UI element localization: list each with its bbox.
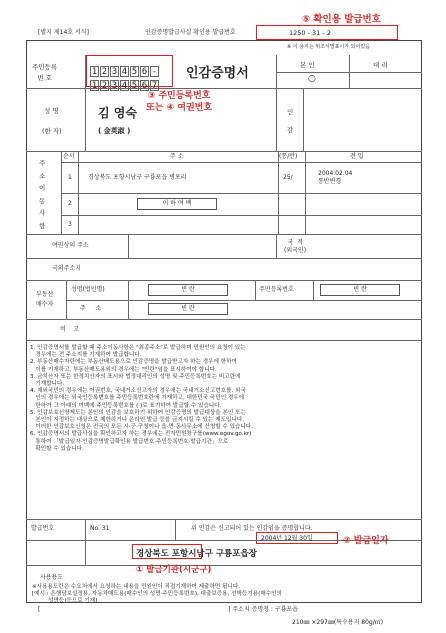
annotation-issuer: ① 발급기관(시군구) [136, 565, 212, 575]
rrn-digit: 3 [111, 67, 118, 77]
row2-seq: 2 [68, 200, 72, 207]
row1-address: 경상북도 포항시남구 구룡포읍 병포리 [88, 174, 187, 181]
col-divider [305, 151, 306, 234]
note-line: 성명등)등으로 기재] [32, 598, 98, 605]
note-line: 이러한 인감보호신청은 전국의 모든 시·군·구청이나 읍·면·동사무소에 신청할 수 있습니다. [30, 424, 253, 431]
use-label: 사용용도 [40, 574, 64, 581]
anti-forgery-notice: ※ 이 용지는 위조식별표시가 되어있음 [287, 44, 370, 50]
rrn-label: 주민등록 번 호 [32, 63, 58, 82]
col-agent: 대 리 [373, 61, 388, 69]
col-divider [128, 280, 129, 319]
row3-seq: 3 [68, 221, 72, 228]
address-cert-office: ] 주소지 증명청 : 구룡포읍 [228, 606, 298, 613]
note-line: [예시 : 은행담보설정용, 자동차매도용(매수인의 성명·주민등록번호), 대출보증용, 선박등기용(매수인의 [32, 591, 282, 598]
name-hanja-label: (한 자) [42, 127, 62, 135]
col-divider [255, 280, 256, 300]
row-divider [26, 234, 422, 235]
col-divider [278, 151, 279, 234]
seal-label: 인 감 [287, 108, 294, 134]
annotation-rrn: ③ 주민등록번호 또는 ④ 여권번호 [146, 91, 213, 113]
real-estate-buyer-label: 부동산 매수자 [36, 291, 54, 308]
row1-tong-ban: 25/ [283, 174, 293, 181]
rrn-digit: 4 [121, 67, 128, 77]
note-line: 한하여 그 아래의 여백에 주민등록번호를 ( )로 표기하여 발급할 수 있습니다. [30, 402, 222, 409]
foreign-address-label: 국외주소지 [52, 265, 81, 272]
note-line: ※사용용도란은 수요처에서 요청하는 내용을 민원인이 직접기재하여 제출하면 됩니다. [32, 584, 241, 590]
issuing-authority: 경상북도 포항시남구 구룡포읍장 [136, 549, 257, 559]
col-divider [128, 234, 129, 258]
row-divider [26, 340, 422, 341]
header-address: 주 소 [170, 153, 184, 160]
row2-address: 이 하 여 백 [137, 198, 217, 210]
remarks-label: 비 고 [60, 326, 80, 333]
note-line: 3. 금치산자 또는 한정치산자의 표시와 법정대리인의 성명 및 주민등록번호는 비고란에 [30, 373, 241, 380]
document-title: 인감증명서 [186, 66, 249, 81]
rrn-digit: 1 [91, 81, 98, 91]
col-divider [175, 519, 176, 540]
certify-text: 위 인감은 신고되어 있는 인감임을 증명합니다. [191, 525, 313, 532]
col-divider [276, 234, 277, 258]
col-divider [349, 55, 350, 88]
note-line: 이를 기재하고, 부동산매도용외의 경우에는 "빈란"임을 표시하여야 합니다. [30, 366, 217, 373]
document-label: 인감증명발급사실 확인용 발급번호 [145, 29, 236, 36]
nationality-label: 국 적 (외국인) [284, 239, 307, 254]
note-line: 경우에는 전 주소지를 기재하여 발급합니다. [30, 352, 142, 359]
rrn-digit: 3 [111, 81, 118, 91]
header-moved-in: 전 입 [350, 153, 364, 160]
col-divider [276, 55, 277, 151]
note-line: 본인이 지정하는 대상으로 제한하거나 온라인 발급 등을 금지시킬 수 있는 제도입니다. [30, 417, 245, 424]
buyer-rrn-blank: 빈 란 [320, 284, 400, 296]
row-divider [26, 151, 422, 152]
row1-seq: 1 [68, 174, 72, 181]
col-divider [85, 540, 86, 565]
issue-date: 2004년 12월 30일 [261, 535, 313, 542]
issue-number: 1250 - 31 - 2 [289, 29, 331, 37]
form-number: [별지 제14호 서식] [38, 29, 89, 36]
row-divider [61, 215, 422, 216]
rrn-digit: 5 [131, 67, 138, 77]
annotation-issue-number: ⑤ 확인용 발급번호 [302, 14, 381, 25]
address-section-label: 주 소 이 동 사 항 [39, 159, 46, 230]
note-line: 기재합니다. [30, 381, 65, 388]
annotation-issue-date: ② 발급일자 [343, 536, 389, 546]
col-principal: 본 인 [300, 61, 315, 69]
buyer-rrn-label: 주민등록번호 [259, 286, 294, 293]
note-line: 1. 인감증명서를 발급할 때 주소이동사항은 "최종주소"로 발급하며 민원인의 요청이 있는 [30, 345, 246, 351]
header-tong-ban: (통/반) [279, 153, 298, 160]
row-divider [26, 319, 422, 320]
notes-block [30, 345, 253, 453]
issue-no-value: No. 31 [90, 525, 110, 532]
row-divider [26, 258, 422, 259]
buyer-address-label: 주 소 [80, 305, 102, 312]
rrn-digit: 5 [131, 81, 138, 91]
footer-notes [32, 584, 282, 606]
passport-address-label: 여권상의 주소 [52, 242, 89, 249]
issuer-highlight [132, 544, 202, 559]
rrn-digit: - [151, 67, 158, 77]
note-line: 통하여 「발급일자·인감증명발급확인용 발급번호·주민등록번호·발급기관」으로 [30, 438, 229, 445]
row-divider [66, 300, 422, 301]
note-line: 4. 재외국민의 경우에는 여권번호, 국내거소신고자의 경우에는 국내거소신고번호를, 외국 [30, 388, 246, 395]
name-label: 성 명 [44, 107, 59, 115]
issue-date-box [256, 532, 338, 544]
rrn-digit: 6 [141, 81, 148, 91]
principal-mark: ○ [308, 74, 316, 84]
col-divider [313, 280, 314, 300]
clerk-bracket-left: [ [38, 606, 41, 613]
rrn-digit: 4 [121, 81, 128, 91]
note-line: 2. 부동산매수자란에는 부동산매도용으로 인감증명을 발급받고자 하는 경우에 한하여 [30, 359, 237, 366]
rrn-digit: 2 [101, 81, 108, 91]
buyer-name-label: 성명(법인명) [71, 286, 105, 293]
col-divider [85, 519, 86, 540]
row1-moved-in: 2004.02.04 통반변경 [318, 170, 353, 185]
buyer-name-blank: 빈 란 [148, 284, 228, 296]
name-value: 김 영숙 [98, 106, 137, 120]
row-divider [61, 162, 422, 163]
issue-no-label: 발급번호 [31, 525, 55, 532]
rrn-digit: 2 [101, 67, 108, 77]
col-divider [303, 88, 304, 151]
row-divider [61, 193, 422, 194]
col-divider [66, 280, 67, 319]
note-line: 5. 인감보호신청제도는 본인의 인감을 보호하기 위하여 인감증명의 발급대상을 본인 또는 [30, 409, 246, 416]
col-divider [78, 151, 79, 234]
paper-spec: 210㎜ ×297㎜(특수용지 80g/㎡) [292, 619, 384, 626]
rrn-digit: 7 [151, 81, 158, 91]
issue-number-box [256, 25, 398, 40]
col-divider [61, 151, 62, 234]
rrn-digit: 1 [91, 67, 98, 77]
header-seq: 순서 [63, 153, 75, 160]
note-line: 확인할 수 있습니다. [30, 445, 84, 452]
rrn-digit: 6 [141, 67, 148, 77]
row-divider [26, 565, 422, 566]
row-divider [26, 280, 422, 281]
buyer-address-blank: 빈 란 [148, 303, 228, 315]
note-line: 인의 경우에는 외국인등록번호를 주민등록번호란에 기재하고, 대한민국 국민인 경우에 [30, 395, 245, 402]
name-hanja: ( 金英淑 ) [98, 127, 131, 135]
note-line: 6. 인감증명서의 발급사실을 확인하고자 하는 경우에는 전자민원창구를(www.egov.go.kr) [30, 431, 252, 438]
